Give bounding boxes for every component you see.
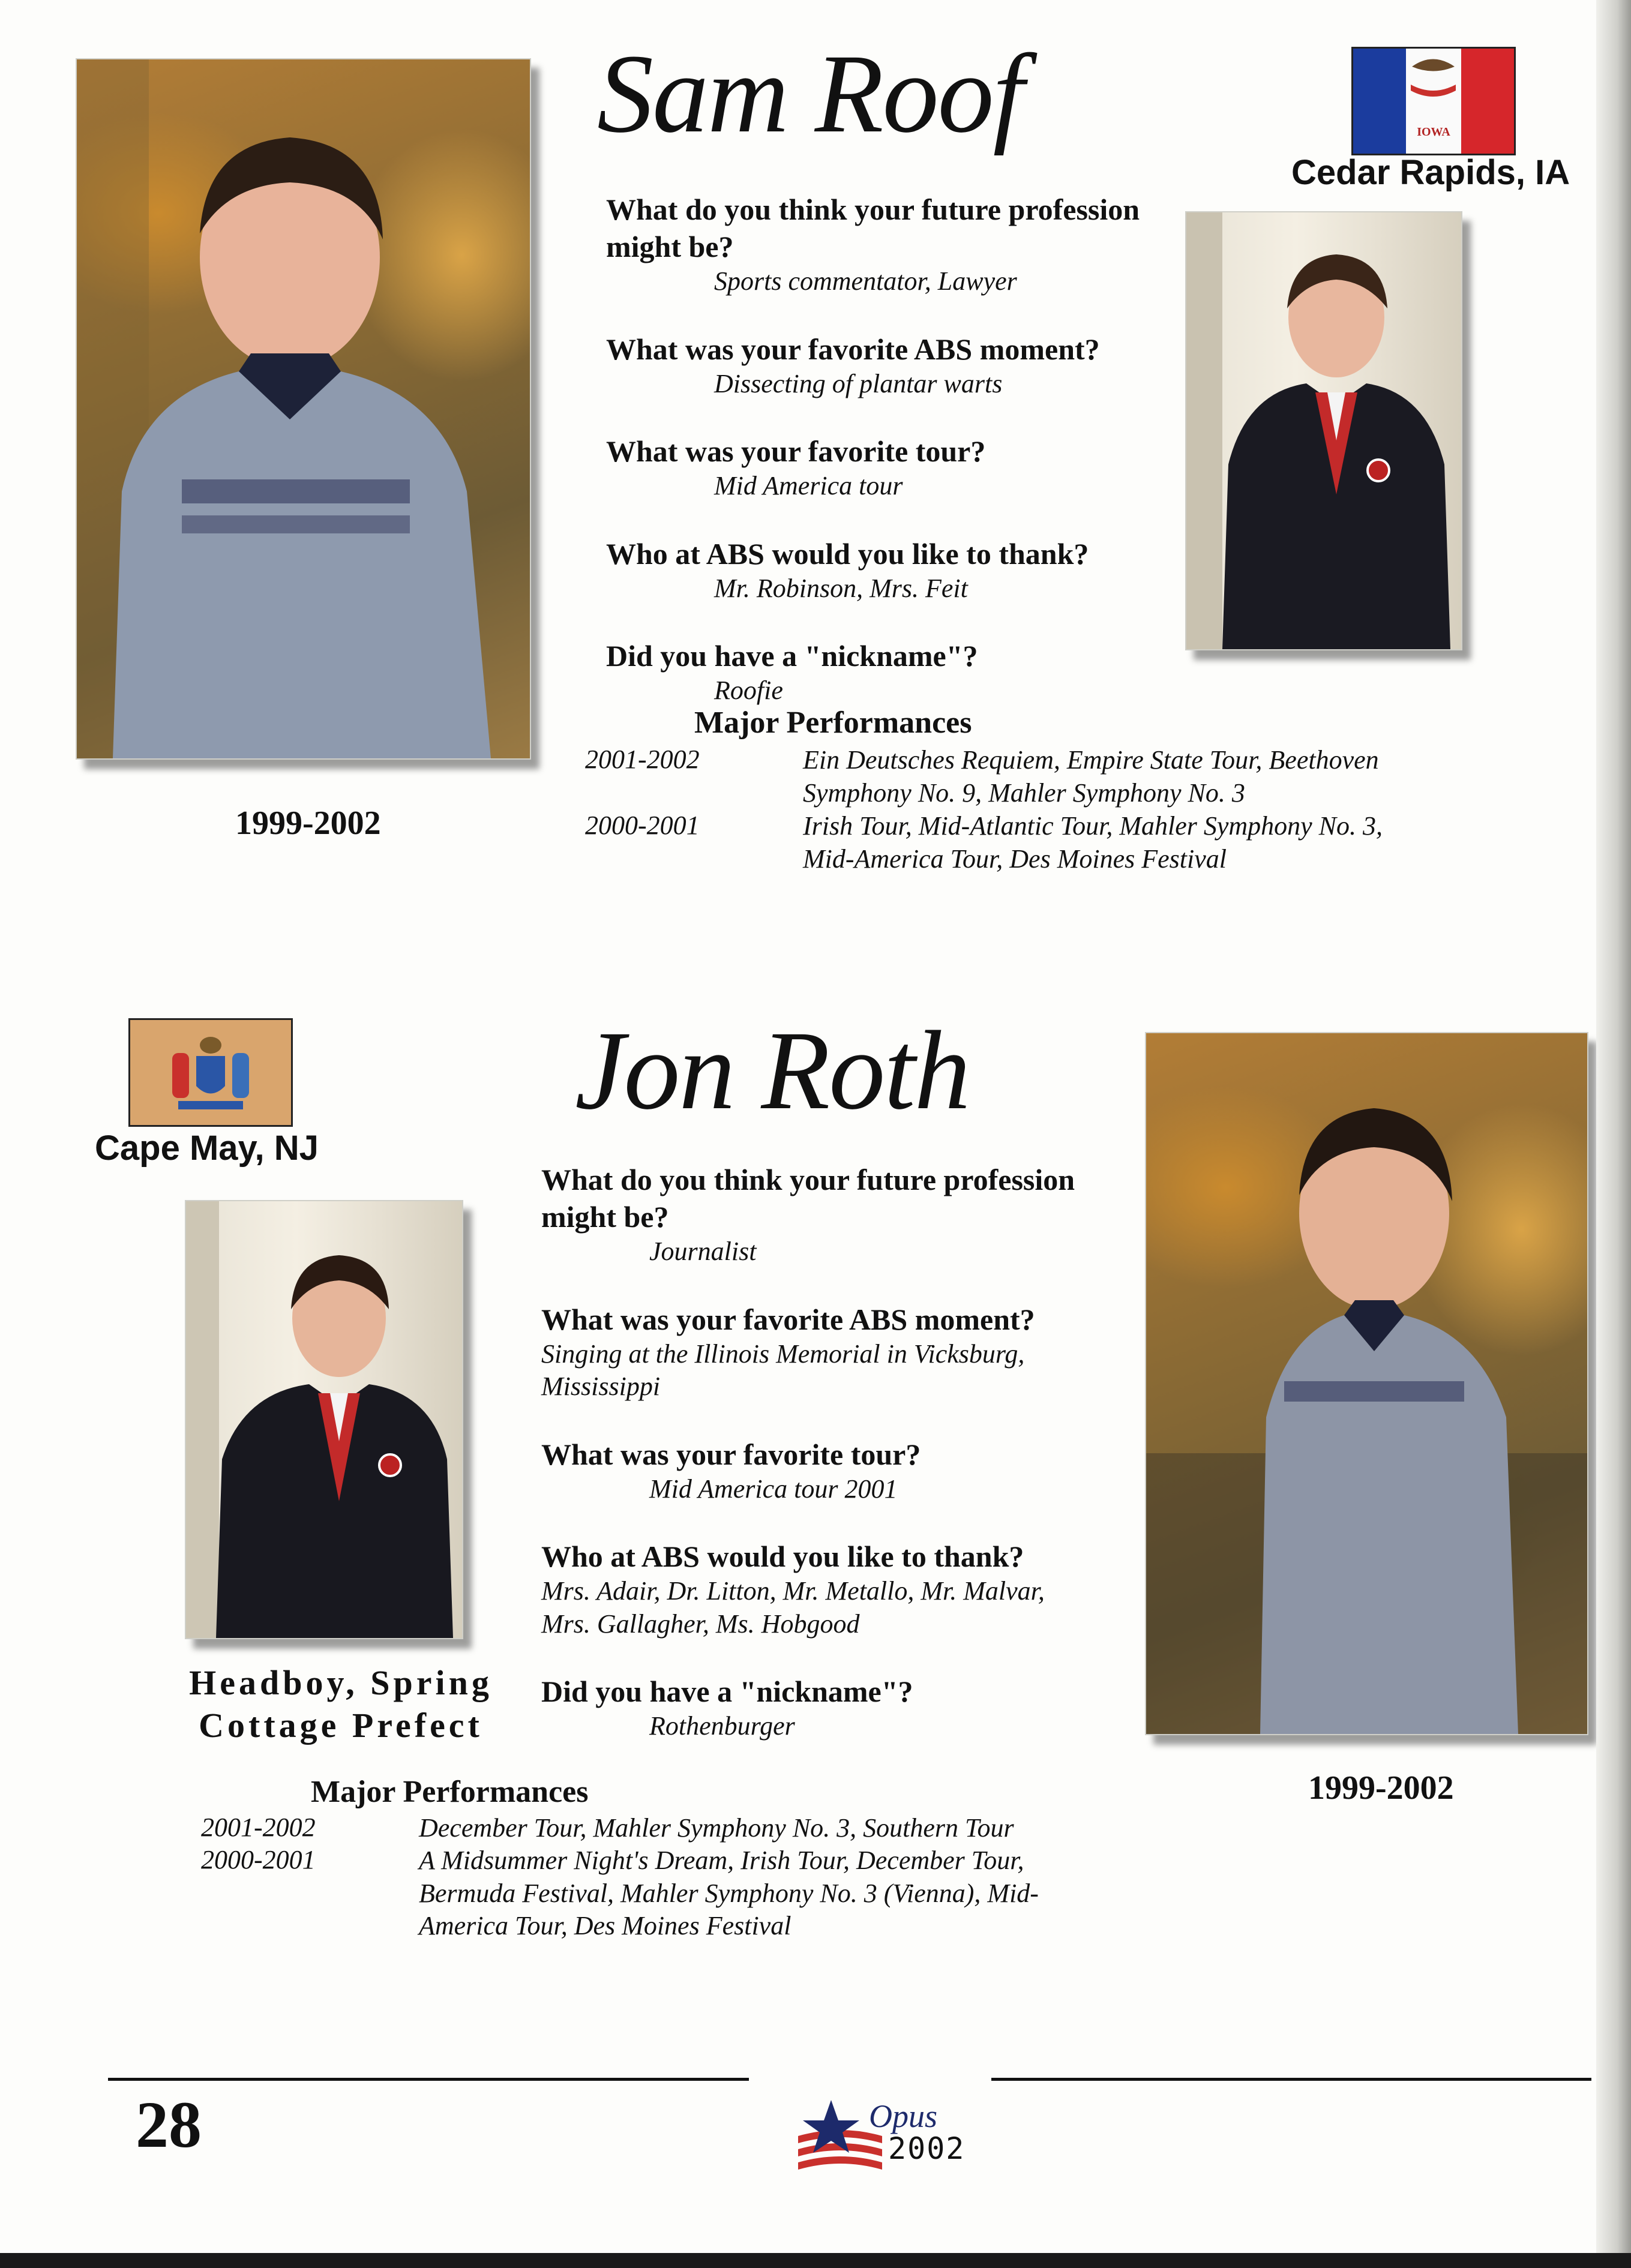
question: What do you think your future profession might be? — [541, 1163, 1075, 1234]
answer: Roofie — [714, 676, 783, 706]
performance-year: 2001-2002 — [585, 745, 700, 774]
question: Did you have a "nickname"? — [606, 639, 978, 673]
uniform-figure-icon — [1186, 212, 1461, 649]
answer: Mr. Robinson, Mrs. Feit — [714, 573, 968, 603]
question: Who at ABS would you like to thank? — [541, 1540, 1024, 1574]
qa-item — [541, 1538, 1105, 1640]
question: What was your favorite ABS moment? — [541, 1302, 1035, 1336]
flag-label: IOWA — [1417, 125, 1450, 139]
logo-script: Opus — [869, 2098, 938, 2134]
portrait-photo-casual — [76, 58, 531, 760]
qa-item — [541, 1301, 1105, 1403]
uniform-figure-icon — [186, 1201, 462, 1638]
hometown: Cape May, NJ — [95, 1129, 319, 1168]
hometown: Cedar Rapids, IA — [1291, 153, 1570, 192]
student-name: Sam Roof — [597, 31, 1023, 156]
portrait-photo-casual — [1145, 1032, 1588, 1735]
performance-list: A Midsummer Night's Dream, Irish Tour, December Tour, Bermuda Festival, Mahler Symphony No. 3 (Vienna), Mid-America Tour, Des Moines Festival — [419, 1846, 1039, 1941]
question: What was your favorite tour? — [606, 434, 986, 469]
question: Who at ABS would you like to thank? — [606, 536, 1089, 571]
answer: Rothenburger — [649, 1711, 795, 1741]
qa-section — [606, 191, 1164, 740]
answer: Mid America tour 2001 — [649, 1474, 898, 1504]
question: What was your favorite ABS moment? — [606, 332, 1100, 366]
qa-item — [606, 331, 1164, 401]
answer: Sports commentator, Lawyer — [714, 266, 1017, 296]
qa-item — [606, 535, 1164, 605]
performance-list: Irish Tour, Mid-Atlantic Tour, Mahler Symphony No. 3, Mid-America Tour, Des Moines Festival — [803, 811, 1383, 874]
portrait-figure-icon — [1146, 1033, 1587, 1734]
performances-title: Major Performances — [311, 1775, 589, 1809]
answer: Singing at the Illinois Memorial in Vicksburg, Mississippi — [541, 1339, 1025, 1402]
portrait-photo-uniform — [1185, 211, 1462, 650]
answer: Mid America tour — [714, 471, 903, 501]
portrait-photo-uniform — [185, 1200, 463, 1639]
page-edge-shadow — [1596, 0, 1631, 2268]
logo-year: 2002 — [888, 2131, 966, 2166]
performance-year: 2000-2001 — [201, 1845, 316, 1874]
qa-item — [541, 1673, 1105, 1743]
student-honor: Headboy, Spring Cottage Prefect — [189, 1663, 493, 1745]
question: What do you think your future profession might be? — [606, 193, 1140, 263]
performance-list: Ein Deutsches Requiem, Empire State Tour, Beethoven Symphony No. 9, Mahler Symphony No. 3 — [803, 745, 1379, 808]
question: What was your favorite tour? — [541, 1437, 921, 1471]
answer: Dissecting of plantar warts — [714, 368, 1003, 398]
performance-year: 2001-2002 — [201, 1813, 316, 1842]
opus-logo — [798, 2094, 978, 2178]
years-attended: 1999-2002 — [1308, 1769, 1454, 1807]
qa-section — [541, 1161, 1105, 1775]
performance-year: 2000-2001 — [585, 811, 700, 840]
footer-rule-right — [991, 2078, 1591, 2081]
qa-item — [606, 191, 1164, 298]
answer: Mrs. Adair, Dr. Litton, Mr. Metallo, Mr. Malvar, Mrs. Gallagher, Ms. Hobgood — [541, 1576, 1045, 1639]
footer-rule-left — [108, 2078, 749, 2081]
question: Did you have a "nickname"? — [541, 1675, 913, 1709]
years-attended: 1999-2002 — [235, 805, 381, 842]
new-jersey-flag-icon — [128, 1018, 293, 1127]
portrait-figure-icon — [77, 59, 530, 758]
page-number: 28 — [136, 2088, 202, 2161]
qa-item — [541, 1436, 1105, 1506]
answer: Journalist — [649, 1237, 757, 1266]
qa-item — [606, 433, 1164, 503]
qa-item — [606, 637, 1164, 707]
performances-title: Major Performances — [694, 706, 972, 740]
performance-list: December Tour, Mahler Symphony No. 3, Southern Tour — [419, 1813, 1014, 1843]
qa-item — [541, 1161, 1105, 1268]
student-name: Jon Roth — [575, 1007, 970, 1133]
iowa-flag-icon — [1351, 47, 1516, 155]
bottom-edge — [0, 2253, 1631, 2268]
